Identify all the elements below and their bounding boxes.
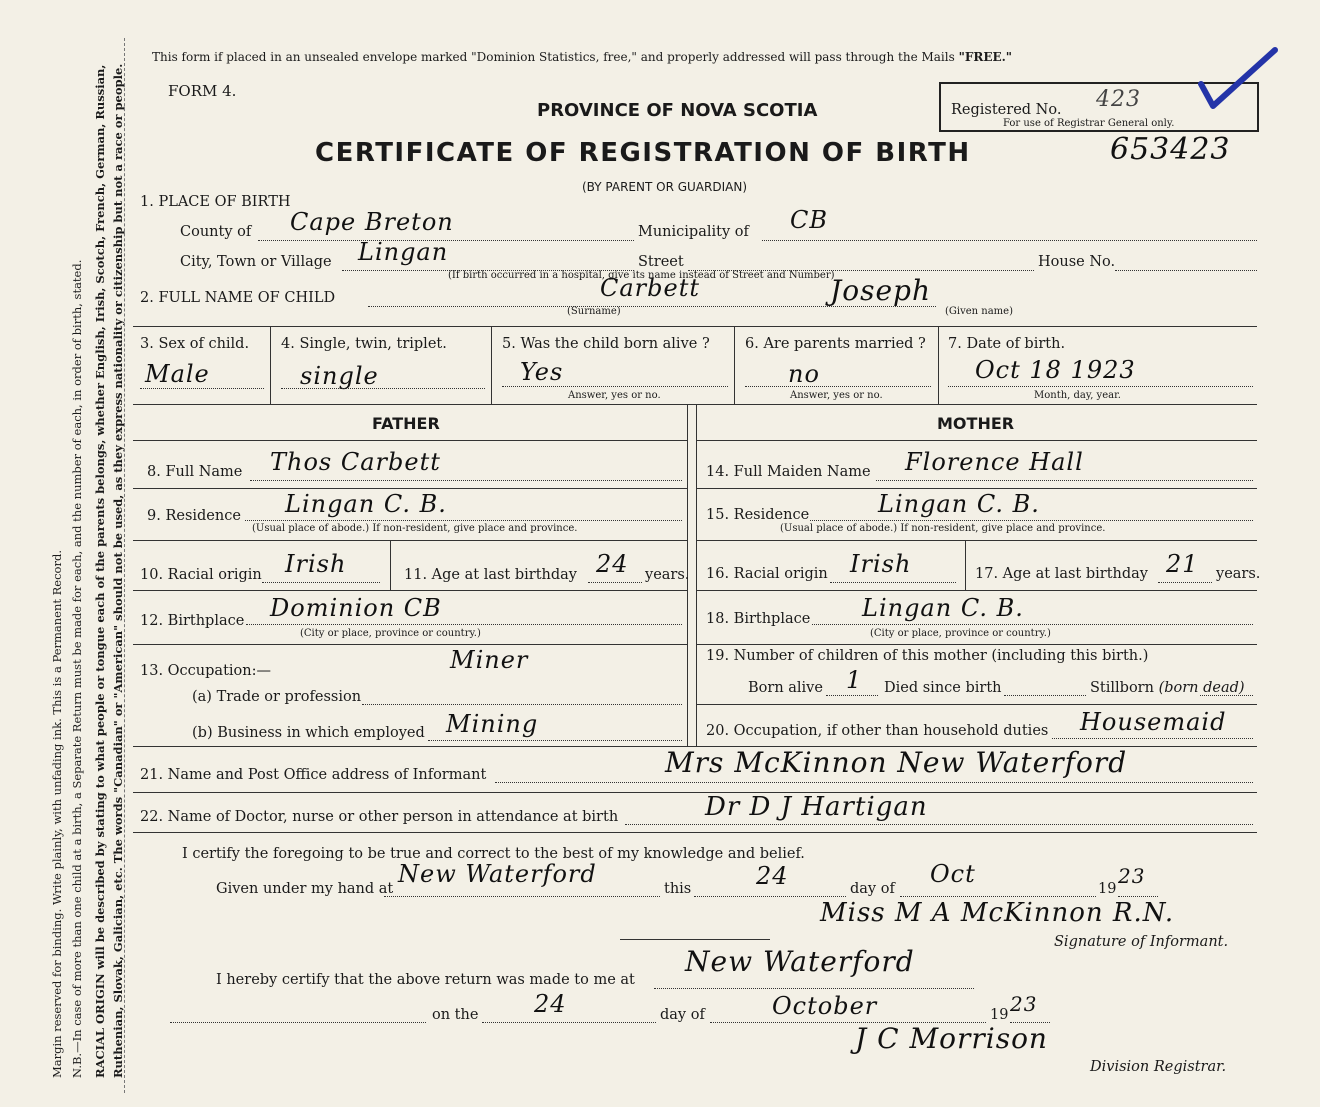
given-place-value: New Waterford — [398, 860, 597, 888]
mother-name-value: Florence Hall — [905, 448, 1084, 476]
married-note: Answer, yes or no. — [790, 390, 883, 401]
father-name-label: 8. Full Name — [147, 464, 243, 480]
mother-birthplace-label: 18. Birthplace — [706, 611, 811, 627]
informant-value: Mrs McKinnon New Waterford — [665, 746, 1128, 779]
died-label: Died since birth — [884, 680, 1002, 696]
born-alive-value: 1 — [846, 666, 863, 694]
informant-signature-label: Signature of Informant. — [1054, 934, 1229, 950]
mother-heading: MOTHER — [937, 414, 1015, 433]
given-day-of-label: day of — [850, 881, 895, 897]
doctor-value: Dr D J Hartigan — [705, 792, 928, 822]
certificate-number: 653423 — [1110, 132, 1231, 167]
born-alive-label: Born alive — [748, 680, 823, 696]
margin-notes — [0, 0, 130, 1107]
given-day-value: 24 — [756, 862, 789, 890]
province-heading: PROVINCE OF NOVA SCOTIA — [537, 100, 818, 121]
dob-note: Month, day, year. — [1034, 390, 1121, 401]
given-year-prefix: 19 — [1098, 881, 1117, 897]
multiple-value: single — [300, 362, 379, 390]
registered-value: 423 — [1096, 87, 1141, 112]
registered-note: For use of Registrar General only. — [1003, 118, 1175, 129]
city-label: City, Town or Village — [180, 254, 332, 270]
municipality-label: Municipality of — [638, 224, 749, 240]
margin-note-racial-origin: RACIAL ORIGIN will be described by stating to what people or tongue each of the parents belongs, whether English, Irish, Scotch, French, German, Russian, — [93, 64, 107, 1078]
mother-residence-note: (Usual place of abode.) If non-resident, give place and province. — [780, 523, 1106, 534]
hospital-note: (If birth occurred in a hospital, give its name instead of Street and Number) — [448, 270, 835, 281]
mother-age-value: 21 — [1166, 550, 1199, 578]
father-age-years: years. — [645, 567, 690, 583]
registrar-signature: J C Morrison — [855, 1022, 1048, 1055]
sex-label: 3. Sex of child. — [140, 336, 250, 352]
registrar-year-value: 23 — [1010, 992, 1038, 1016]
stillborn-note: (born dead) — [1158, 680, 1245, 696]
checkmark-icon — [1191, 44, 1281, 124]
form-number: FORM 4. — [168, 82, 237, 100]
father-birthplace-note: (City or place, province or country.) — [300, 628, 481, 639]
mother-birthplace-value: Lingan C. B. — [862, 594, 1024, 622]
informant-label: 21. Name and Post Office address of Informant — [140, 767, 487, 783]
certificate-title: CERTIFICATE OF REGISTRATION OF BIRTH — [315, 138, 971, 168]
dob-label: 7. Date of birth. — [948, 336, 1066, 352]
registered-box — [939, 82, 1259, 132]
binding-line — [124, 38, 125, 1093]
child-surname-value: Carbett — [600, 274, 700, 302]
dob-value: Oct 18 1923 — [975, 356, 1136, 384]
mother-residence-label: 15. Residence — [706, 507, 810, 523]
father-occupation-value: Miner — [450, 646, 529, 674]
alive-value: Yes — [520, 358, 564, 386]
registered-label: Registered No. — [951, 102, 1062, 118]
father-name-value: Thos Carbett — [270, 448, 441, 476]
given-year-value: 23 — [1118, 864, 1146, 888]
mother-residence-value: Lingan C. B. — [878, 490, 1040, 518]
child-surname-note: (Surname) — [567, 306, 621, 317]
city-value: Lingan — [358, 238, 449, 266]
registrar-year-prefix: 19 — [990, 1007, 1009, 1023]
mother-race-label: 16. Racial origin — [706, 566, 828, 582]
margin-note-binding: Margin reserved for binding. Write plainly, with unfading ink. This is a Permanent Record. — [50, 550, 64, 1078]
father-residence-note: (Usual place of abode.) If non-resident, give place and province. — [252, 523, 578, 534]
registrar-day-of-label: day of — [660, 1007, 705, 1023]
mother-children-label: 19. Number of children of this mother (including this birth.) — [706, 648, 1149, 664]
mother-age-years: years. — [1216, 566, 1261, 582]
father-race-label: 10. Racial origin — [140, 567, 262, 583]
mother-age-label: 17. Age at last birthday — [975, 566, 1148, 582]
mother-occupation-label: 20. Occupation, if other than household duties — [706, 723, 1049, 739]
place-label: 1. PLACE OF BIRTH — [140, 194, 291, 210]
on-the-label: on the — [432, 1007, 479, 1023]
mother-birthplace-note: (City or place, province or country.) — [870, 628, 1051, 639]
father-heading: FATHER — [372, 414, 440, 433]
house-label: House No. — [1038, 254, 1116, 270]
child-given-value: Joseph — [830, 274, 931, 307]
given-month-value: Oct — [930, 860, 976, 888]
this-label: this — [664, 881, 692, 897]
informant-signature: Miss M A McKinnon R.N. — [820, 898, 1175, 928]
father-age-label: 11. Age at last birthday — [404, 567, 577, 583]
county-label: County of — [180, 224, 252, 240]
child-name-label: 2. FULL NAME OF CHILD — [140, 290, 336, 306]
child-given-note: (Given name) — [945, 306, 1013, 317]
father-race-value: Irish — [285, 550, 347, 578]
registrar-day-value: 24 — [534, 990, 567, 1018]
registrar-label: Division Registrar. — [1090, 1059, 1227, 1075]
father-occupation-label: 13. Occupation:— — [140, 663, 271, 679]
father-residence-value: Lingan C. B. — [285, 490, 447, 518]
father-business-label: (b) Business in which employed — [192, 725, 425, 741]
stillborn-text: Stillborn — [1090, 680, 1154, 696]
certification-statement: I certify the foregoing to be true and correct to the best of my knowledge and belief. — [182, 846, 805, 862]
father-birthplace-label: 12. Birthplace — [140, 613, 245, 629]
margin-note-multiple-births: N.B.—In case of more than one child at a birth, a Separate Return must be made for each, and the number of each, in order of birth, stated. — [70, 259, 84, 1078]
father-trade-label: (a) Trade or profession — [192, 689, 362, 705]
given-label: Given under my hand at — [216, 881, 394, 897]
married-value: no — [788, 360, 820, 388]
father-birthplace-value: Dominion CB — [270, 594, 442, 622]
mother-race-value: Irish — [850, 550, 912, 578]
mother-name-label: 14. Full Maiden Name — [706, 464, 871, 480]
municipality-value: CB — [790, 206, 828, 234]
alive-note: Answer, yes or no. — [568, 390, 661, 401]
mail-notice-text: This form if placed in an unsealed envelope marked "Dominion Statistics, free," and properly addressed will pass through the Mails — [152, 50, 959, 64]
doctor-label: 22. Name of Doctor, nurse or other person in attendance at birth — [140, 809, 619, 825]
stillborn-label — [1090, 680, 1245, 696]
father-residence-label: 9. Residence — [147, 508, 241, 524]
registrar-statement: I hereby certify that the above return was made to me at — [216, 972, 635, 988]
county-value: Cape Breton — [290, 208, 454, 236]
mail-notice — [152, 50, 1012, 64]
father-business-value: Mining — [446, 710, 539, 738]
street-label: Street — [638, 254, 684, 270]
mother-occupation-value: Housemaid — [1080, 708, 1227, 736]
mail-notice-free: "FREE." — [958, 50, 1013, 64]
father-age-value: 24 — [596, 550, 629, 578]
registrar-place-value: New Waterford — [685, 945, 915, 978]
registrar-month-value: October — [772, 992, 878, 1020]
multiple-label: 4. Single, twin, triplet. — [281, 336, 447, 352]
married-label: 6. Are parents married ? — [745, 336, 926, 352]
alive-label: 5. Was the child born alive ? — [502, 336, 710, 352]
sex-value: Male — [145, 360, 210, 388]
certificate-subtitle: (BY PARENT OR GUARDIAN) — [582, 180, 747, 194]
margin-note-racial-origin-cont: Ruthenian, Slovak, Galician, etc. The words "Canadian" or "American" should not be used, as they express nationality or citizenship but not a race or people. — [111, 63, 125, 1078]
